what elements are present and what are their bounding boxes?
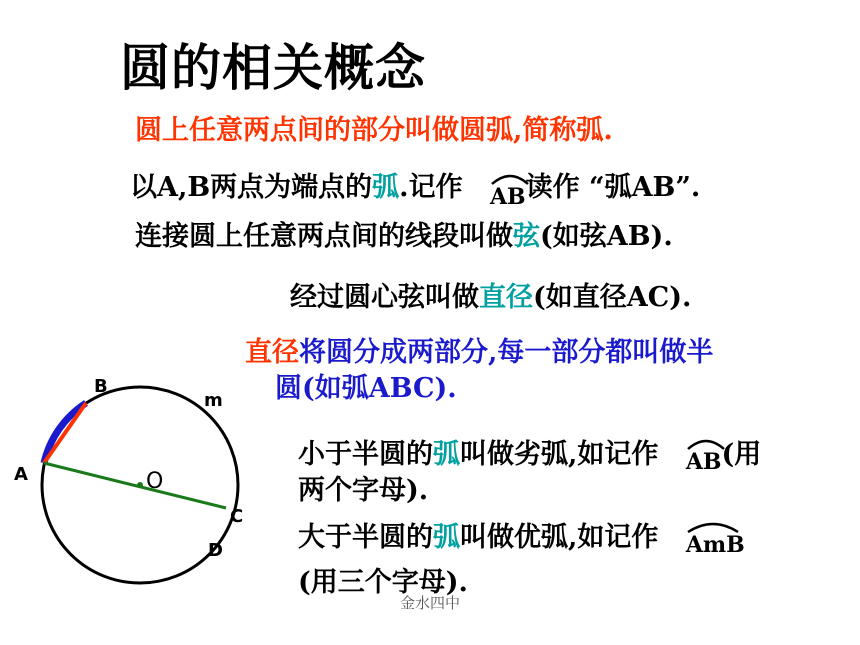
arc-notation-ab: AB (490, 184, 526, 210)
label-d: D (208, 540, 223, 561)
chord-definition (135, 214, 673, 253)
text: 将圆分成两部分,每一部分都叫做半 (299, 337, 714, 368)
label-m: m (204, 390, 223, 411)
text: 以A,B两点为端点的 (130, 172, 373, 203)
highlight-arc: 弧 (433, 522, 460, 553)
highlight-chord: 弦 (513, 221, 540, 252)
arc-notation-ab: AB (686, 449, 722, 475)
text: 叫做劣弧,如记作 (460, 439, 659, 470)
text: 经过圆心弦叫做 (290, 282, 479, 313)
center-point (137, 482, 143, 488)
diameter-definition (290, 275, 691, 314)
text: 读作 “弧AB”. (525, 172, 701, 203)
highlight-arc: 弧 (372, 172, 400, 203)
highlight-arc: 弧 (433, 439, 460, 470)
label-c: C (230, 506, 244, 527)
semicircle-definition (245, 330, 713, 369)
text: .记作 (399, 172, 463, 203)
text: 大于半圆的 (298, 522, 433, 553)
arc-mark-icon (686, 435, 726, 451)
chord-ab (44, 403, 86, 463)
label-o: O (146, 469, 164, 494)
text: 连接圆上任意两点间的线段叫做 (135, 221, 513, 252)
footer: 金水四中 (399, 594, 460, 612)
arc-notation-line (130, 165, 701, 210)
minor-arc-definition (298, 432, 762, 475)
minor-arc-definition-2: 两个字母). (298, 475, 429, 506)
text: (如直径AC). (533, 282, 692, 313)
arc-mark-icon (490, 170, 530, 186)
text: 小于半圆的 (298, 439, 433, 470)
semicircle-definition-2: 圆(如弧ABC). (275, 373, 457, 404)
label-a: A (14, 464, 28, 485)
page-title: 圆的相关概念 (120, 39, 426, 97)
highlight-diameter: 直径 (479, 282, 533, 313)
diameter-ac (44, 463, 226, 508)
circle-diagram (0, 360, 260, 590)
text: (用 (721, 439, 762, 470)
arc-definition: 圆上任意两点间的部分叫做圆弧,简称弧. (135, 115, 613, 146)
arc-mark-icon (686, 518, 740, 534)
label-b: B (94, 376, 108, 397)
text: 叫做优弧,如记作 (460, 522, 659, 553)
major-arc-definition (298, 515, 745, 558)
arc-notation-amb: AmB (686, 532, 745, 558)
text: (如弦AB). (540, 221, 673, 252)
highlight-diameter: 直径 (245, 337, 299, 368)
major-arc-definition-2: (用三个字母). (298, 567, 468, 598)
